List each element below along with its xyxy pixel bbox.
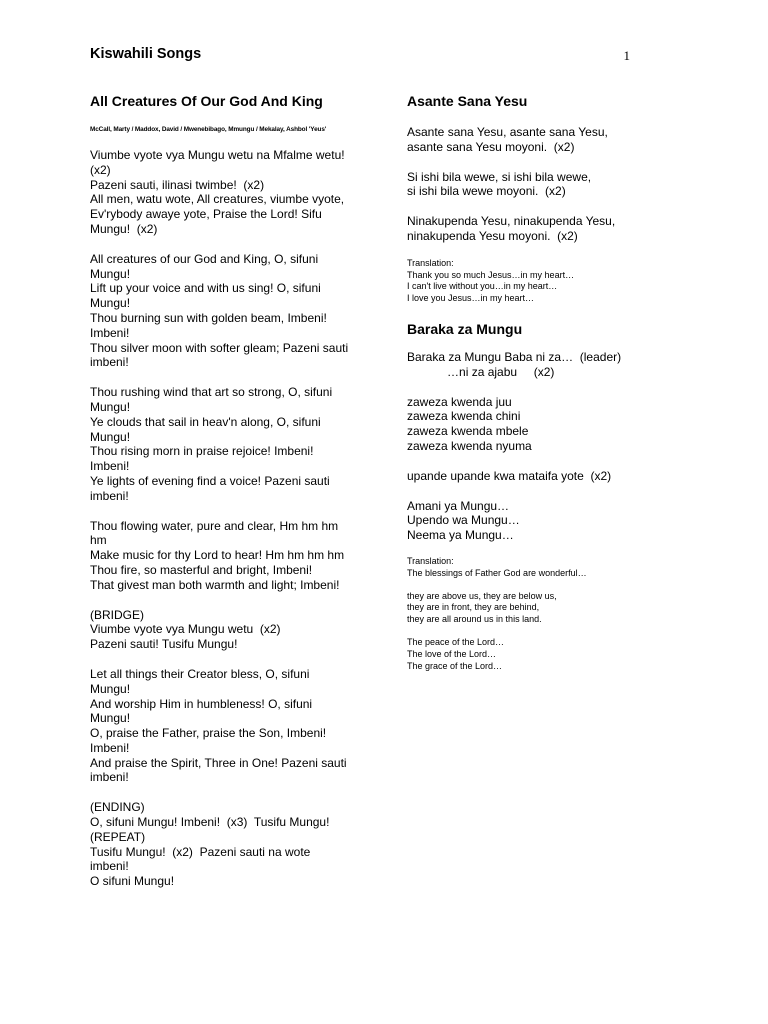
lyric-line: zaweza kwenda nyuma xyxy=(407,438,532,453)
lyric-line: they are in front, they are behind, xyxy=(407,602,540,613)
lyric-line: The love of the Lord… xyxy=(407,648,497,659)
lyric-line: zaweza kwenda mbele xyxy=(407,424,529,439)
translation-block xyxy=(407,591,677,626)
lyric-line: Mungu! xyxy=(90,429,131,444)
page-number: 1 xyxy=(623,48,630,63)
lyric-line: Thou silver moon with softer gleam; Pazeni sauti xyxy=(90,340,349,355)
stanza xyxy=(407,499,677,543)
lyric-line: zaweza kwenda chini xyxy=(407,409,521,424)
lyric-line: Ye clouds that sail in heav'n along, O, sifuni xyxy=(90,414,321,429)
stanza xyxy=(407,125,677,155)
document-title: Kiswahili Songs xyxy=(90,46,202,62)
lyric-line: Neema ya Mungu… xyxy=(407,528,514,543)
lyric-line: The grace of the Lord… xyxy=(407,660,503,671)
stanza xyxy=(407,350,677,380)
translation-line: I can't live without you…in my heart… xyxy=(407,281,558,292)
lyric-line: asante sana Yesu moyoni. (x2) xyxy=(407,139,575,154)
stanza xyxy=(90,667,368,785)
lyric-line: ninakupenda Yesu moyoni. (x2) xyxy=(407,228,578,243)
translation-line: I love you Jesus…in my heart… xyxy=(407,293,535,304)
stanza xyxy=(90,385,368,503)
lyric-line: imbeni! xyxy=(90,488,129,503)
lyric-line: Let all things their Creator bless, O, sifuni xyxy=(90,666,310,681)
lyric-line: Imbeni! xyxy=(90,740,130,755)
lyric-line: Thou rising morn in praise rejoice! Imbeni! xyxy=(90,444,314,459)
lyric-line: si ishi bila wewe moyoni. (x2) xyxy=(407,184,566,199)
song-lyrics-all-creatures xyxy=(90,148,368,889)
stanza xyxy=(90,252,368,370)
lyric-line: Thou rushing wind that art so strong, O, sifuni xyxy=(90,385,333,400)
lyric-line: Make music for thy Lord to hear! Hm hm hm hm xyxy=(90,548,345,563)
lyric-line: Translation: xyxy=(407,555,454,566)
lyric-line: Mungu! xyxy=(90,399,131,414)
stanza xyxy=(90,608,368,652)
lyric-line: Thou flowing water, pure and clear, Hm hm hm xyxy=(90,518,339,533)
lyric-line: Mungu! xyxy=(90,296,131,311)
left-column xyxy=(90,93,368,889)
lyric-line: The blessings of Father God are wonderful… xyxy=(407,567,587,578)
lyric-line: Si ishi bila wewe, si ishi bila wewe, xyxy=(407,169,592,184)
lyric-line: And worship Him in humbleness! O, sifuni xyxy=(90,696,313,711)
lyric-line: (x2) xyxy=(90,162,111,177)
translation-line: Thank you so much Jesus…in my heart… xyxy=(407,269,575,280)
lyric-line: Mungu! xyxy=(90,266,131,281)
song-title-all-creatures: All Creatures Of Our God And King xyxy=(90,93,323,109)
lyric-line: Tusifu Mungu! (x2) Pazeni sauti na wote xyxy=(90,844,311,859)
lyric-line: Thou fire, so masterful and bright, Imbeni! xyxy=(90,562,313,577)
song-lyrics-baraka-za-mungu xyxy=(407,350,677,543)
lyric-line: (REPEAT) xyxy=(90,829,146,844)
lyric-line: All men, watu wote, All creatures, viumbe vyote, xyxy=(90,192,345,207)
lyric-line: All creatures of our God and King, O, sifuni xyxy=(90,251,319,266)
lyric-line: zaweza kwenda juu xyxy=(407,394,512,409)
stanza xyxy=(90,148,368,237)
lyric-line: Lift up your voice and with us sing! O, sifuni xyxy=(90,281,321,296)
translation-block xyxy=(407,556,677,580)
lyric-line: Imbeni! xyxy=(90,325,130,340)
lyric-line: Thou burning sun with golden beam, Imbeni! xyxy=(90,310,327,325)
lyric-line: Viumbe vyote vya Mungu wetu (x2) xyxy=(90,622,281,637)
lyric-line: O, praise the Father, praise the Son, Imbeni! xyxy=(90,726,327,741)
lyric-line: (BRIDGE) xyxy=(90,607,144,622)
translation-baraka-za-mungu xyxy=(407,556,677,672)
lyric-line: O, sifuni Mungu! Imbeni! (x3) Tusifu Mungu! xyxy=(90,815,330,830)
song-title-asante-sana-yesu: Asante Sana Yesu xyxy=(407,93,528,109)
translation-asante-sana-yesu xyxy=(407,258,677,305)
translation-block xyxy=(407,637,677,672)
right-column xyxy=(407,93,677,672)
lyric-line: That givest man both warmth and light; Imbeni! xyxy=(90,577,340,592)
lyric-line: imbeni! xyxy=(90,859,129,874)
stanza xyxy=(90,800,368,889)
lyric-line: And praise the Spirit, Three in One! Pazeni sauti xyxy=(90,755,347,770)
lyric-line: Baraka za Mungu Baba ni za… (leader) xyxy=(407,349,622,364)
lyric-line: they are all around us in this land. xyxy=(407,614,542,625)
translation-line: Translation: xyxy=(407,257,454,268)
lyric-line: imbeni! xyxy=(90,355,129,370)
lyric-line: Ninakupenda Yesu, ninakupenda Yesu, xyxy=(407,214,616,229)
lyric-line: they are above us, they are below us, xyxy=(407,590,557,601)
lyric-line: hm xyxy=(90,533,107,548)
lyric-line: Upendo wa Mungu… xyxy=(407,513,520,528)
stanza xyxy=(407,170,677,200)
lyric-line: (ENDING) xyxy=(90,800,145,815)
stanza xyxy=(90,519,368,593)
lyric-line: Mungu! (x2) xyxy=(90,221,158,236)
lyric-line: …ni za ajabu (x2) xyxy=(407,364,555,379)
stanza xyxy=(407,469,677,484)
lyric-line: Pazeni sauti! Tusifu Mungu! xyxy=(90,637,238,652)
lyric-line: Imbeni! xyxy=(90,459,130,474)
lyric-line: imbeni! xyxy=(90,770,129,785)
lyric-line: Ye lights of evening find a voice! Pazeni sauti xyxy=(90,473,330,488)
lyric-line: Mungu! xyxy=(90,681,131,696)
lyric-line: Pazeni sauti, ilinasi twimbe! (x2) xyxy=(90,177,265,192)
song-title-baraka-za-mungu: Baraka za Mungu xyxy=(407,320,523,337)
lyric-line: Viumbe vyote vya Mungu wetu na Mfalme wetu! xyxy=(90,148,345,162)
stanza xyxy=(407,214,677,244)
song-credits: McCall, Marty / Maddox, David / Mwenebibago, Mmungu / Mekalay, Ashbol 'Yeus' xyxy=(90,126,327,133)
lyric-line: Asante sana Yesu, asante sana Yesu, xyxy=(407,125,608,139)
lyric-line: upande upande kwa mataifa yote (x2) xyxy=(407,468,612,483)
lyric-line: Ev'rybody awaye yote, Praise the Lord! Sifu xyxy=(90,207,322,222)
lyric-line: Mungu! xyxy=(90,711,131,726)
stanza xyxy=(407,395,677,454)
song-lyrics-asante-sana-yesu xyxy=(407,125,677,244)
lyric-line: Amani ya Mungu… xyxy=(407,498,510,513)
lyric-line: O sifuni Mungu! xyxy=(90,874,175,889)
lyric-line: The peace of the Lord… xyxy=(407,636,505,647)
